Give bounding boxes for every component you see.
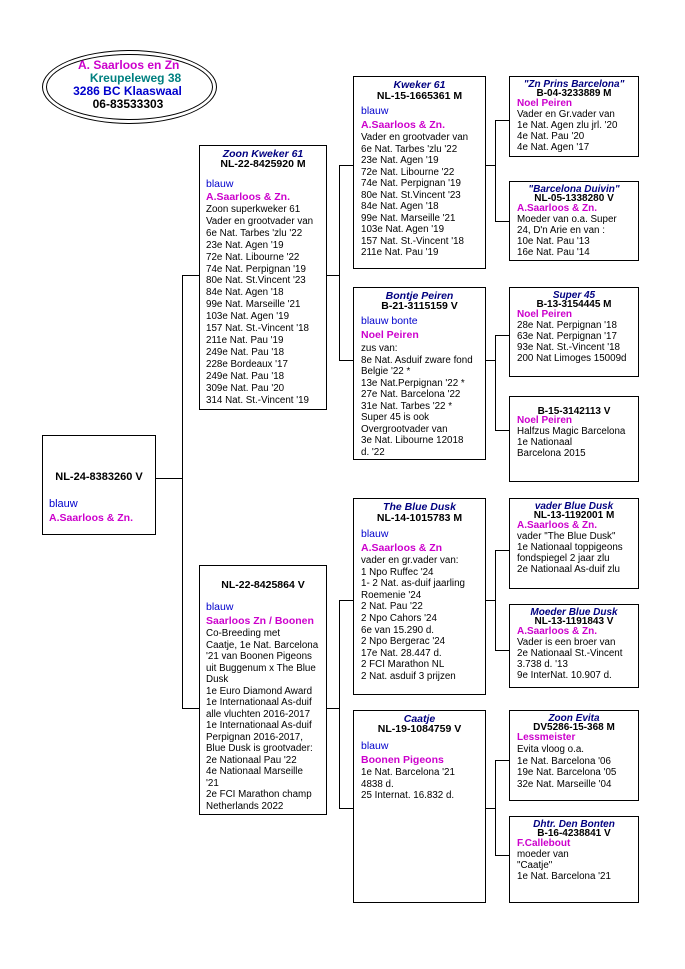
mother-line: 1e Internationaal As-duif (206, 720, 312, 731)
mf-line: 1- 2 Nat. as-duif jaarling (361, 578, 466, 590)
mf-line: 2 Npo Bergerac '24 (361, 636, 446, 648)
mother-line: Blue Dusk is grootvader: (206, 743, 313, 754)
fff-line: 4e Nat. Agen '17 (517, 142, 590, 153)
mfm-lines (517, 637, 622, 681)
mfm-line: Vader is een broer van (517, 637, 616, 648)
ff-line: 157 Nat. St.-Vincent '18 (361, 235, 464, 247)
fm-line: zus van: (361, 343, 398, 354)
fm-line: 3e Nat. Libourne 12018 (361, 435, 464, 446)
ffm-line: 24, D'n Arie en van : (517, 225, 605, 236)
mmf-line: 32e Nat. Marseille '04 (517, 778, 612, 790)
fm-line: 13e Nat.Perpignan '22 * (361, 377, 465, 389)
fm-line: Super 45 is ook (361, 412, 430, 423)
mother-lines (206, 628, 318, 812)
mfm-line: 9e InterNat. 10.907 d. (517, 670, 612, 681)
mmf-owner: Lessmeister (517, 732, 576, 743)
fm-line: Overgrootvader van (361, 423, 448, 435)
mf-line: 1 Npo Ruffec '24 (361, 566, 434, 578)
breeder-city: 3286 BC Klaaswaal (73, 84, 182, 98)
mm-lines (361, 767, 455, 802)
mmm-line: "Caatje" (517, 860, 553, 871)
mf-owner: A.Saarloos & Zn (361, 542, 443, 554)
father-line: 103e Nat. Agen '19 (206, 311, 290, 323)
mother-line: alle vluchten 2016-2017 (206, 708, 311, 720)
ffm-ring: NL-05-1338280 V (534, 193, 614, 204)
ffm-line: 16e Nat. Pau '14 (517, 247, 590, 258)
father-line: 249e Nat. Pau '18 (206, 370, 285, 382)
ff-line: 74e Nat. Perpignan '19 (361, 178, 461, 189)
fm-line: 27e Nat. Barcelona '22 (361, 389, 461, 400)
mm-line: 25 Internat. 16.832 d. (361, 790, 455, 801)
fff-name: "Zn Prins Barcelona" (523, 79, 625, 90)
fff-line: 4e Nat. Pau '20 (517, 131, 585, 142)
fm-name: Bontje Peiren (385, 290, 454, 302)
mmm-owner: F.Callebout (517, 838, 571, 849)
mmf-line: Evita vloog o.a. (517, 744, 584, 755)
fff-owner: Noel Peiren (517, 98, 573, 109)
mfm-owner: A.Saarloos & Zn. (517, 626, 598, 637)
mother-owner: Saarloos Zn / Boonen (206, 615, 314, 627)
ffm-name: "Barcelona Duivin" (528, 184, 620, 195)
father-line: 157 Nat. St.-Vincent '18 (206, 323, 309, 335)
ff-line: 6e Nat. Tarbes 'zlu '22 (361, 143, 458, 155)
fmf-owner: Noel Peiren (517, 309, 573, 320)
fm-line: 8e Nat. Asduif zware fond (361, 354, 473, 366)
fmm-line: 1e Nationaal (517, 437, 573, 448)
mmf-lines (517, 744, 616, 790)
mff-owner: A.Saarloos & Zn. (517, 520, 598, 531)
fff-lines (517, 109, 617, 153)
mfm-ring: NL-13-1191843 V (534, 616, 614, 627)
father-line: 84e Nat. Agen '18 (206, 287, 284, 299)
mf-line: 2 Nat. asduif 3 prijzen (361, 670, 456, 682)
ff-color: blauw (361, 105, 389, 117)
ffm-line: Moeder van o.a. Super (517, 214, 617, 225)
father-line: 80e Nat. St.Vincent '23 (206, 275, 306, 287)
ff-ring: NL-15-1665361 M (376, 90, 463, 102)
fmm-ring: B-15-3142113 V (537, 406, 611, 417)
mf-line: 6e van 15.290 d. (361, 624, 434, 636)
ffm-owner: A.Saarloos & Zn. (517, 203, 598, 214)
mmm-name: Dhtr. Den Bonten (533, 819, 615, 830)
ff-line: 103e Nat. Agen '19 (361, 224, 445, 235)
mff-name: vader Blue Dusk (534, 501, 614, 512)
ff-line: 99e Nat. Marseille '21 (361, 212, 456, 224)
father-lines (206, 204, 313, 406)
mf-ring: NL-14-1015783 M (376, 512, 463, 524)
fmf-line: 93e Nat. St.-Vincent '18 (517, 342, 620, 353)
father-line: 314 Nat. St.-Vincent '19 (206, 394, 309, 406)
father-line: 99e Nat. Marseille '21 (206, 299, 301, 311)
mm-owner: Boonen Pigeons (361, 754, 444, 766)
mfm-line: 2e Nationaal St.-Vincent (517, 648, 623, 659)
fmm-line: Halfzus Magic Barcelona (517, 426, 626, 437)
fm-line: Belgie '22 * (361, 366, 411, 377)
mff-line: fondspiegel 2 jaar zlu (517, 553, 610, 564)
mm-card (353, 710, 486, 903)
mmf-line: 1e Nat. Barcelona '06 (517, 755, 611, 767)
subject-card (42, 435, 156, 535)
mff-line: vader "The Blue Dusk" (517, 531, 616, 542)
fm-card (353, 287, 486, 460)
ff-line: 80e Nat. St.Vincent '23 (361, 189, 461, 201)
mmm-line: moeder van (517, 849, 569, 860)
fm-owner: Noel Peiren (361, 329, 419, 341)
ff-name: Kweker 61 (393, 79, 446, 91)
ff-line: 23e Nat. Agen '19 (361, 155, 439, 166)
fff-ring: B-04-3233889 M (536, 88, 612, 99)
mf-line: vader en gr.vader van: (361, 555, 459, 566)
breeder-phone: 06-83533303 (92, 97, 164, 111)
mother-line: '21 (206, 777, 219, 789)
mother-ring: NL-22-8425864 V (221, 579, 305, 591)
ff-line: Vader en grootvader van (361, 132, 469, 143)
ff-line: 72e Nat. Libourne '22 (361, 166, 455, 178)
fmm-owner: Noel Peiren (517, 415, 573, 426)
fmm-line: Barcelona 2015 (517, 448, 586, 459)
mmm-lines (517, 849, 611, 882)
mf-color: blauw (361, 528, 389, 540)
mf-line: 2 Nat. Pau '22 (361, 601, 423, 613)
mff-ring: NL-13-1192001 M (533, 510, 615, 521)
father-line: 228e Bordeaux '17 (206, 358, 288, 370)
fff-line: 1e Nat. Agen zlu jrl. '20 (517, 120, 618, 131)
mf-line: 2 FCI Marathon NL (361, 659, 445, 671)
mf-line: 2 Npo Cahors '24 (361, 612, 437, 624)
father-owner: A.Saarloos & Zn. (206, 191, 291, 203)
father-ring: NL-22-8425920 M (220, 158, 306, 170)
mother-line: 4e Nationaal Marseille (206, 766, 303, 777)
father-line: 6e Nat. Tarbes 'zlu '22 (206, 227, 303, 239)
fmf-ring: B-13-3154445 M (536, 299, 612, 310)
father-line: 72e Nat. Libourne '22 (206, 251, 300, 263)
mmm-ring: B-16-4238841 V (537, 828, 611, 839)
father-card (199, 145, 327, 410)
father-color: blauw (206, 178, 234, 190)
fm-lines (361, 343, 473, 458)
fmf-line: 63e Nat. Perpignan '17 (517, 331, 617, 342)
breeder-street: Kreupeleweg 38 (89, 71, 182, 85)
mmf-ring: DV5286-15-368 M (533, 722, 615, 733)
subject-owner: A.Saarloos & Zn. (49, 512, 134, 524)
ffm-lines (517, 214, 617, 258)
ffm-line: 10e Nat. Pau '13 (517, 236, 590, 247)
mmf-name: Zoon Evita (548, 713, 600, 724)
mff-line: 1e Nationaal toppigeons (517, 542, 623, 553)
father-name: Zoon Kweker 61 (222, 148, 304, 160)
father-line: Vader en grootvader van (206, 215, 314, 227)
mmm-line: 1e Nat. Barcelona '21 (517, 871, 611, 882)
mf-line: Roemenie '24 (361, 589, 422, 601)
ff-card (353, 76, 486, 269)
fmf-line: 28e Nat. Perpignan '18 (517, 320, 617, 331)
mfm-name: Moeder Blue Dusk (530, 607, 618, 618)
father-line: 23e Nat. Agen '19 (206, 239, 284, 251)
fm-line: 31e Nat. Tarbes '22 * (361, 400, 453, 412)
mother-line: Perpignan 2016-2017, (206, 731, 303, 743)
breeder-name: A. Saarloos en Zn (78, 58, 180, 72)
mf-line: 17e Nat. 28.447 d. (361, 647, 442, 659)
mother-line: Co-Breeding met (206, 628, 281, 639)
father-line: Zoon superkweker 61 (206, 204, 301, 215)
mother-line: 1e Euro Diamond Award (206, 685, 313, 697)
mff-card (509, 498, 639, 589)
mother-card (199, 565, 327, 815)
mother-color: blauw (206, 601, 234, 613)
mfm-card (509, 604, 639, 688)
fmf-lines (517, 320, 626, 364)
father-line: 249e Nat. Pau '18 (206, 346, 285, 358)
mm-name: Caatje (403, 713, 436, 725)
mm-line: 4838 d. (361, 778, 394, 790)
mother-line: 1e Internationaal As-duif (206, 697, 312, 708)
mother-line: uit Buggenum x The Blue (206, 662, 316, 674)
mmf-line: 19e Nat. Barcelona '05 (517, 767, 617, 778)
fmm-lines (517, 426, 625, 459)
subject-ring: NL-24-8383260 V (55, 471, 143, 483)
fmf-name: Super 45 (552, 290, 596, 301)
mother-line: '21 van Boonen Pigeons (206, 651, 312, 662)
mf-name: The Blue Dusk (383, 501, 456, 513)
fmf-line: 200 Nat Limoges 15009d (517, 353, 627, 364)
fff-line: Vader en Gr.vader van (517, 109, 615, 120)
mother-line: Caatje, 1e Nat. Barcelona (206, 639, 319, 651)
mf-lines (361, 555, 465, 683)
fm-color: blauw bonte (361, 315, 418, 327)
subject-color: blauw (49, 498, 78, 510)
mfm-line: 3.738 d. '13 (517, 659, 568, 670)
mmf-card (509, 710, 639, 801)
fm-line: d. '22 (361, 446, 385, 458)
father-line: 211e Nat. Pau '19 (206, 334, 284, 346)
father-line: 74e Nat. Perpignan '19 (206, 263, 306, 275)
mother-line: 2e Nationaal Pau '22 (206, 754, 297, 766)
mff-line: 2e Nationaal As-duif zlu (517, 564, 620, 575)
mmm-card (509, 816, 639, 903)
fff-card (509, 76, 639, 157)
ff-lines (361, 132, 468, 259)
fm-ring: B-21-3115159 V (381, 300, 458, 312)
mm-line: 1e Nat. Barcelona '21 (361, 767, 455, 778)
fmm-card (509, 396, 639, 482)
mother-line: Dusk (206, 674, 229, 685)
mf-card (353, 498, 486, 695)
fmf-card (509, 287, 639, 377)
ff-line: 211e Nat. Pau '19 (361, 247, 439, 258)
mm-ring: NL-19-1084759 V (377, 723, 462, 735)
mother-line: 2e FCI Marathon champ (206, 789, 312, 800)
father-line: 309e Nat. Pau '20 (206, 382, 285, 394)
ff-owner: A.Saarloos & Zn. (361, 119, 446, 131)
mff-lines (517, 531, 623, 575)
ffm-card (509, 181, 639, 261)
mm-color: blauw (361, 740, 389, 752)
mother-line: Netherlands 2022 (206, 800, 284, 812)
ff-line: 84e Nat. Agen '18 (361, 201, 439, 212)
